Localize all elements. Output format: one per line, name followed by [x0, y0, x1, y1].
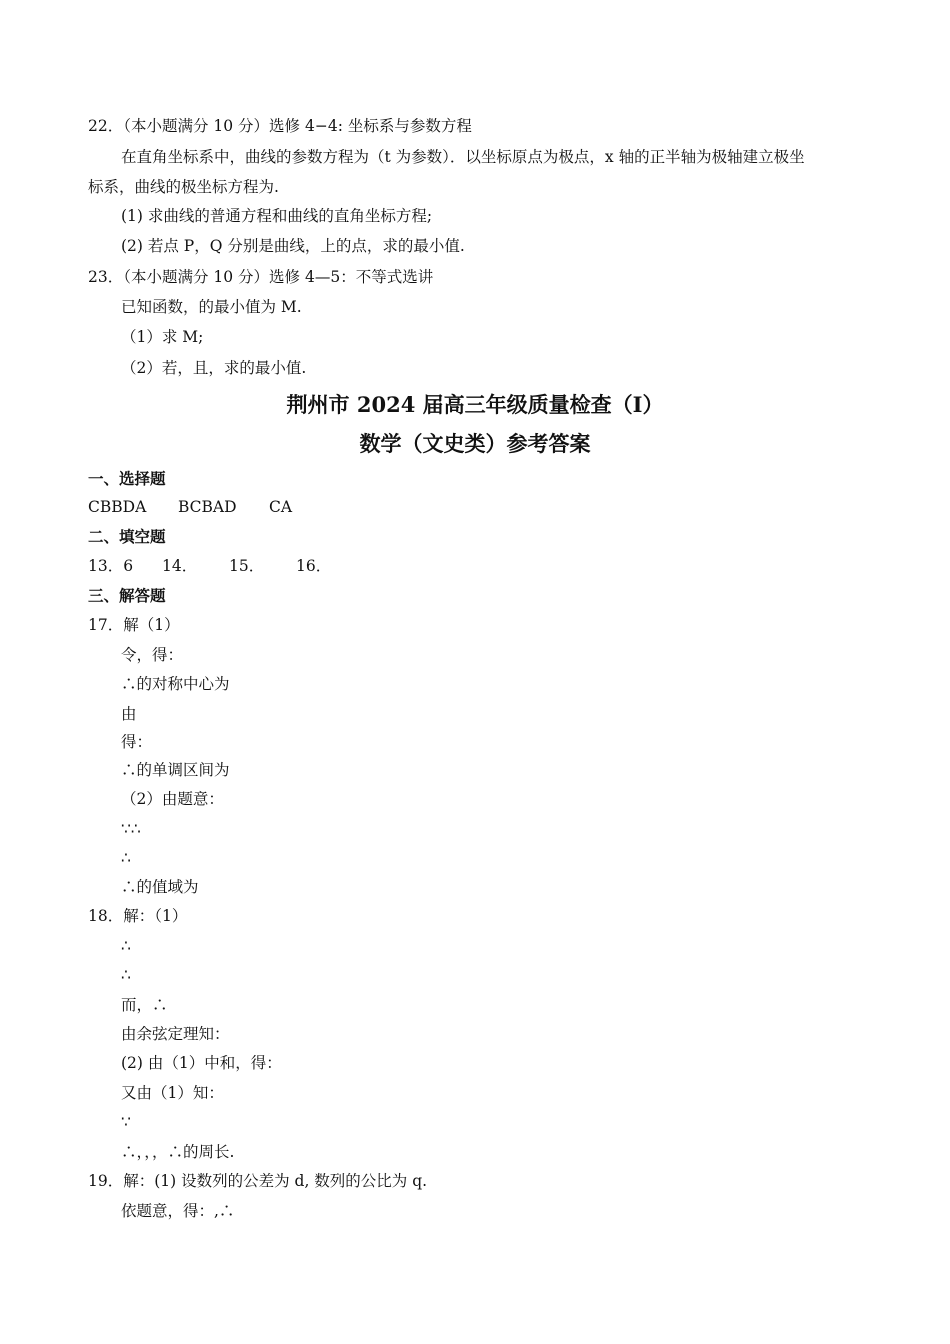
- q23-part2: （2）若，且，求的最小值.: [121, 359, 307, 377]
- solution-line: 由余弦定理知：: [121, 1025, 230, 1043]
- solution-line: ∴的值域为: [121, 878, 199, 896]
- solution-line: 由: [121, 705, 137, 723]
- fill-answer-14: 14．: [162, 557, 198, 575]
- section-heading-fill: 二、填空题: [88, 527, 166, 546]
- q22-part1: (1) 求曲线的普通方程和曲线的直角坐标方程;: [121, 207, 433, 225]
- solution-line: 17．解（1）: [88, 616, 180, 634]
- choice-answers-group-1: CBBDA: [88, 498, 147, 516]
- section-heading-solutions: 三、解答题: [88, 586, 166, 605]
- answer-key-subtitle: 数学（文史类）参考答案: [359, 431, 591, 456]
- q22-part2: (2) 若点 P，Q 分别是曲线，上的点，求的最小值.: [121, 237, 465, 255]
- solution-line: 得：: [121, 733, 153, 751]
- solution-line: 18．解：（1）: [88, 907, 188, 925]
- q22-intro-line1: 在直角坐标系中，曲线的参数方程为（t 为参数）．以坐标原点为极点，x 轴的正半轴为极轴建立极坐: [121, 148, 805, 166]
- solution-line: (2) 由（1）中和，得：: [121, 1054, 282, 1072]
- solution-line: ∴: [121, 849, 131, 867]
- solution-line: ∴的对称中心为: [121, 675, 230, 693]
- solution-line: 依题意，得：,∴: [121, 1202, 235, 1220]
- solution-line: 而，∴: [121, 996, 168, 1014]
- solution-line: 令，得：: [121, 646, 184, 664]
- choice-answers-group-2: BCBAD: [178, 498, 237, 516]
- solution-line: 又由（1）知：: [121, 1084, 224, 1102]
- fill-answer-15: 15．: [229, 557, 265, 575]
- solution-line: （2）由题意：: [121, 790, 224, 808]
- choice-answers-group-3: CA: [269, 498, 293, 516]
- solution-line: ∵∴: [121, 820, 141, 838]
- section-heading-choice: 一、选择题: [88, 469, 166, 488]
- q23-header: 23．（本小题满分 10 分）选修 4—5：不等式选讲: [88, 268, 434, 286]
- q22-header: 22．（本小题满分 10 分）选修 4−4: 坐标系与参数方程: [88, 117, 472, 135]
- q23-part1: （1）求 M;: [121, 328, 204, 346]
- solution-line: ∴的单调区间为: [121, 761, 230, 779]
- solution-line: ∴: [121, 937, 131, 955]
- answer-key-title: 荆州市 2024 届高三年级质量检查（I）: [286, 392, 664, 417]
- solution-line: ∵: [121, 1113, 131, 1131]
- fill-answer-13: 13．6: [88, 557, 134, 575]
- solution-line: ∴: [121, 966, 131, 984]
- solution-line: ∴，，，∴的周长.: [121, 1143, 235, 1161]
- solution-line: 19．解：(1) 设数列的公差为 d, 数列的公比为 q.: [88, 1172, 428, 1190]
- q22-intro-line2: 标系，曲线的极坐标方程为.: [88, 178, 279, 196]
- q23-intro: 已知函数，的最小值为 M.: [121, 298, 302, 316]
- fill-answer-16: 16．: [296, 557, 332, 575]
